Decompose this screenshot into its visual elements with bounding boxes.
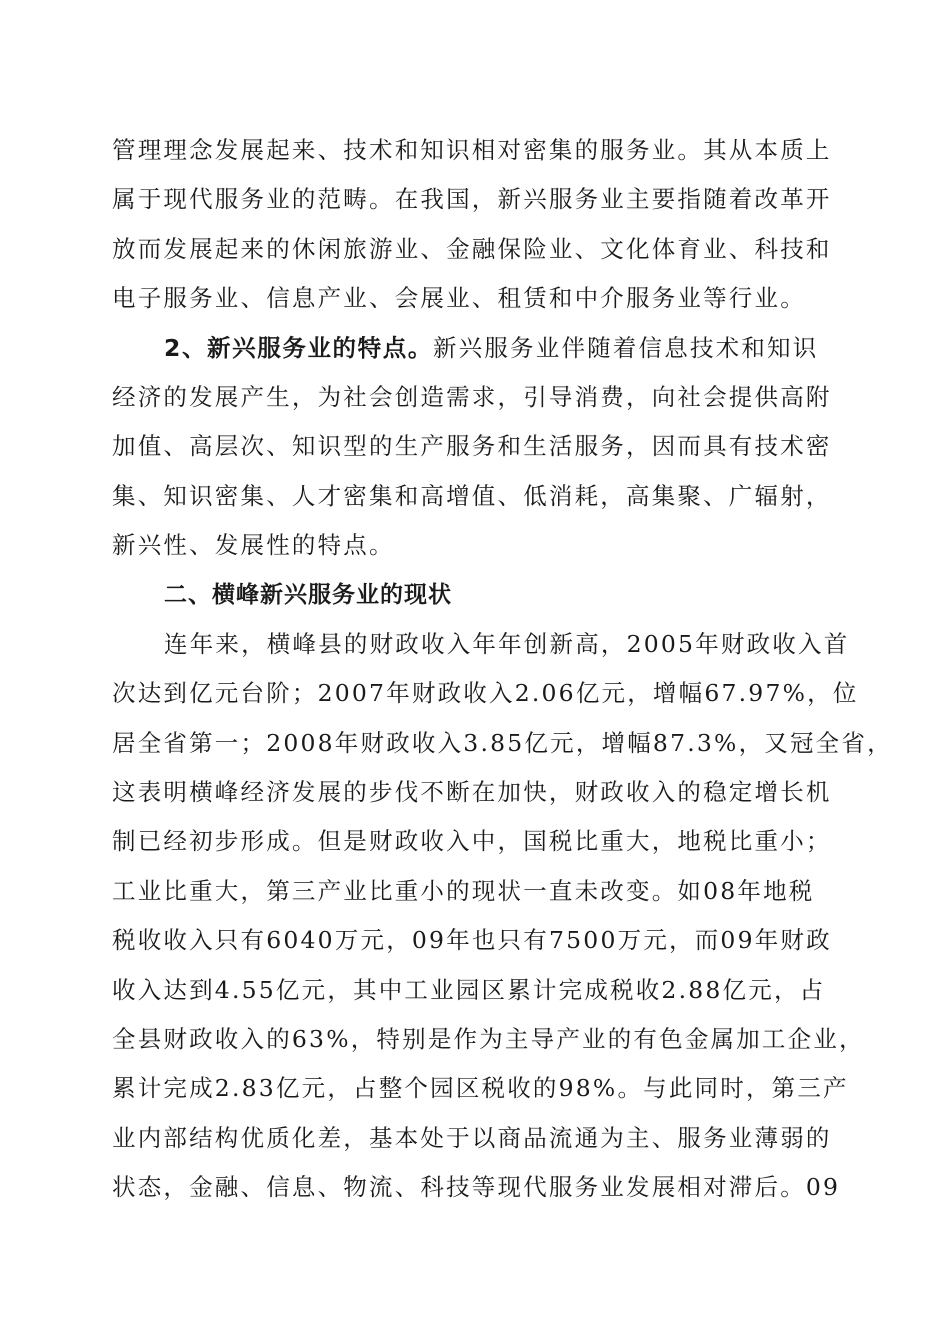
document-body xyxy=(112,126,893,1213)
paragraph-line: 管理理念发展起来、技术和知识相对密集的服务业。其从本质上 xyxy=(112,136,832,164)
paragraph-line: 累计完成2.83亿元，占整个园区税收的98%。与此同时，第三产 xyxy=(112,1074,849,1103)
paragraph-text: 新兴服务业伴随着信息技术和知识 xyxy=(432,333,819,362)
paragraph-line: 次达到亿元台阶；2007年财政收入2.06亿元，增幅67.97%，位 xyxy=(112,679,859,708)
paragraph-line: 连年来，横峰县的财政收入年年创新高，2005年财政收入首 xyxy=(164,629,850,658)
paragraph-line: 属于现代服务业的范畴。在我国，新兴服务业主要指随着改革开 xyxy=(112,185,832,214)
paragraph-line: 加值、高层次、知识型的生产服务和生活服务，因而具有技术密 xyxy=(112,432,832,461)
paragraph-line: 经济的发展产生，为社会创造需求，引导消费，向社会提供高附 xyxy=(112,382,832,411)
paragraph-line: 收入达到4.55亿元，其中工业园区累计完成税收2.88亿元，占 xyxy=(112,975,826,1004)
paragraph-line: 工业比重大，第三产业比重小的现状一直未改变。如08年地税 xyxy=(112,876,815,905)
paragraph-line: 新兴性、发展性的特点。 xyxy=(112,531,395,560)
paragraph-line: 制已经初步形成。但是财政收入中，国税比重大，地税比重小； xyxy=(112,827,832,856)
paragraph-line: 这表明横峰经济发展的步伐不断在加快，财政收入的稳定增长机 xyxy=(112,778,832,807)
paragraph-line: 业内部结构优质化差，基本处于以商品流通为主、服务业薄弱的 xyxy=(112,1123,832,1152)
paragraph-line: 税收收入只有6040万元，09年也只有7500万元，而09年财政 xyxy=(112,926,832,955)
paragraph-line: 电子服务业、信息产业、会展业、租赁和中介服务业等行业。 xyxy=(112,284,806,313)
subheading-characteristics: 2、新兴服务业的特点。 xyxy=(164,333,433,362)
paragraph-line: 全县财政收入的63%，特别是作为主导产业的有色金属加工企业， xyxy=(112,1025,865,1054)
section-heading: 二、横峰新兴服务业的现状 xyxy=(164,581,452,608)
paragraph-line: 放而发展起来的休闲旅游业、金融保险业、文化体育业、科技和 xyxy=(112,234,832,263)
paragraph-line: 状态，金融、信息、物流、科技等现代服务业发展相对滞后。09 xyxy=(112,1173,841,1202)
paragraph-line: 集、知识密集、人才密集和高增值、低消耗，高集聚、广辐射， xyxy=(112,481,832,510)
paragraph-line: 居全省第一；2008年财政收入3.85亿元，增幅87.3%，又冠全省， xyxy=(112,728,893,757)
paragraph-line xyxy=(112,324,842,373)
